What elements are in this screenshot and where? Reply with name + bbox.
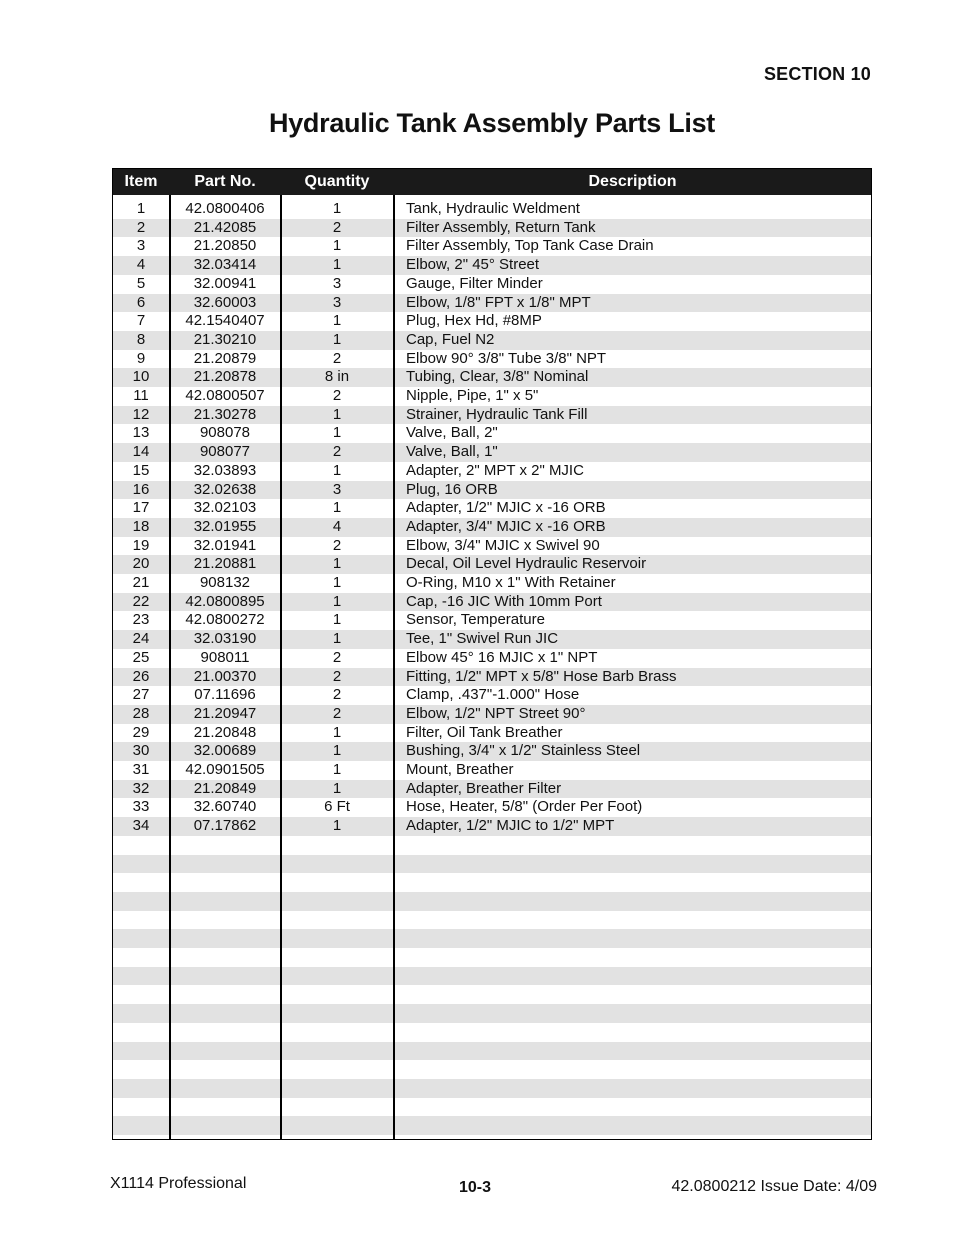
footer-page-number: 10-3 [459, 1179, 492, 1196]
quantity-cell: 1 [332, 237, 342, 255]
description-cell: Filter, Oil Tank Breather [406, 723, 563, 741]
table-row [113, 462, 871, 481]
header-item: Item [124, 173, 158, 190]
table-row [113, 649, 871, 668]
item-cell: 8 [136, 330, 146, 348]
description-cell: Sensor, Temperature [406, 611, 545, 629]
part-no-cell: 21.30278 [193, 405, 257, 423]
quantity-cell: 1 [332, 330, 342, 348]
part-no-cell: 32.60740 [193, 798, 257, 816]
table-row [113, 499, 871, 518]
part-no-cell: 07.11696 [194, 686, 256, 704]
item-cell: 20 [132, 555, 150, 573]
item-cell: 22 [132, 592, 150, 610]
table-row [113, 518, 871, 537]
quantity-cell: 2 [332, 686, 342, 704]
item-cell: 31 [132, 761, 150, 778]
description-cell: Cap, -16 JIC With 10mm Port [406, 592, 602, 610]
column-divider [393, 195, 395, 1139]
quantity-cell: 1 [332, 312, 342, 330]
item-cell: 17 [132, 499, 150, 517]
quantity-cell: 1 [332, 742, 342, 760]
description-cell: Elbow, 1/2" NPT Street 90° [406, 704, 586, 722]
description-cell: Adapter, 2" MPT x 2" MJIC [406, 461, 584, 479]
description-cell: Elbow, 3/4" MJIC x Swivel 90 [406, 536, 600, 554]
part-no-cell: 21.00370 [193, 667, 257, 685]
quantity-cell: 1 [332, 817, 342, 835]
item-cell: 29 [132, 723, 150, 741]
empty-table-row [113, 836, 871, 855]
description-cell: Gauge, Filter Minder [406, 274, 543, 292]
part-no-cell: 908132 [199, 574, 251, 591]
quantity-cell: 1 [332, 200, 342, 217]
empty-table-row [113, 929, 871, 948]
quantity-cell: 1 [332, 256, 342, 274]
item-cell: 25 [132, 648, 150, 666]
table-row [113, 219, 871, 238]
header-description: Description [588, 173, 677, 190]
quantity-cell: 1 [332, 499, 342, 517]
description-cell: Valve, Ball, 1" [406, 443, 498, 461]
quantity-cell: 2 [332, 387, 342, 404]
quantity-cell: 8 in [324, 368, 350, 386]
part-no-cell: 21.20850 [193, 237, 257, 255]
quantity-cell: 1 [332, 761, 342, 778]
item-cell: 10 [132, 368, 150, 386]
empty-table-row [113, 855, 871, 874]
quantity-cell: 2 [332, 349, 342, 367]
quantity-cell: 1 [332, 424, 342, 442]
empty-table-row [113, 1079, 871, 1098]
quantity-cell: 1 [332, 574, 342, 591]
part-no-cell: 32.03893 [193, 461, 257, 479]
description-cell: Fitting, 1/2" MPT x 5/8" Hose Barb Brass [406, 667, 677, 685]
quantity-cell: 2 [332, 648, 342, 666]
quantity-cell: 2 [332, 218, 342, 236]
part-no-cell: 42.0800895 [185, 592, 265, 610]
table-row [113, 312, 871, 331]
header-quantity: Quantity [304, 173, 370, 190]
part-no-cell: 32.00689 [193, 742, 257, 760]
part-no-cell: 32.03190 [193, 630, 257, 648]
table-row [113, 705, 871, 724]
part-no-cell: 07.17862 [193, 817, 257, 835]
item-cell: 18 [132, 517, 150, 535]
description-cell: Tubing, Clear, 3/8" Nominal [406, 368, 589, 386]
table-row [113, 406, 871, 425]
description-cell: Tee, 1" Swivel Run JIC [406, 630, 559, 648]
page-title: Hydraulic Tank Assembly Parts List [269, 108, 715, 138]
part-no-cell: 42.0800406 [185, 200, 265, 217]
description-cell: Adapter, 1/2" MJIC to 1/2" MPT [406, 817, 615, 835]
quantity-cell: 1 [332, 630, 342, 648]
part-no-cell: 42.0800272 [185, 611, 265, 629]
table-row [113, 574, 871, 593]
quantity-cell: 1 [332, 592, 342, 610]
table-row [113, 237, 871, 256]
item-cell: 28 [132, 704, 150, 722]
part-no-cell: 42.0800507 [185, 387, 265, 404]
empty-table-row [113, 948, 871, 967]
table-row [113, 742, 871, 761]
table-row [113, 443, 871, 462]
table-row [113, 256, 871, 275]
table-row [113, 761, 871, 780]
item-cell: 33 [132, 798, 150, 816]
description-cell: Tank, Hydraulic Weldment [406, 200, 580, 217]
part-no-cell: 908011 [200, 648, 250, 666]
quantity-cell: 1 [332, 611, 342, 629]
item-cell: 5 [136, 274, 146, 292]
description-cell: Elbow 90° 3/8" Tube 3/8" NPT [406, 349, 607, 367]
description-cell: Elbow, 1/8" FPT x 1/8" MPT [406, 293, 591, 311]
quantity-cell: 3 [332, 274, 342, 292]
table-row [113, 780, 871, 799]
quantity-cell: 2 [332, 536, 342, 554]
item-cell: 32 [132, 779, 150, 797]
table-row [113, 611, 871, 630]
item-cell: 1 [136, 200, 146, 217]
table-row [113, 798, 871, 817]
empty-table-row [113, 873, 871, 892]
description-cell: Adapter, 3/4" MJIC x -16 ORB [406, 517, 606, 535]
quantity-cell: 3 [332, 480, 342, 498]
description-cell: Plug, Hex Hd, #8MP [406, 312, 542, 330]
section-label: SECTION 10 [763, 64, 871, 84]
part-no-cell: 21.30210 [193, 330, 257, 348]
description-cell: Clamp, .437"-1.000" Hose [406, 686, 580, 704]
table-row [113, 350, 871, 369]
part-no-cell: 21.20878 [193, 368, 257, 386]
empty-table-row [113, 1060, 871, 1079]
column-divider [280, 195, 282, 1139]
quantity-cell: 2 [332, 443, 342, 461]
table-row [113, 424, 871, 443]
item-cell: 13 [132, 424, 150, 442]
table-row [113, 387, 871, 406]
item-cell: 14 [132, 443, 150, 461]
footer-model: X1114 Professional [110, 1175, 247, 1192]
table-row [113, 294, 871, 313]
part-no-cell: 32.02103 [193, 499, 257, 517]
quantity-cell: 1 [332, 555, 342, 573]
quantity-cell: 1 [332, 461, 342, 479]
table-row [113, 686, 871, 705]
item-cell: 30 [132, 742, 150, 760]
description-cell: Elbow 45° 16 MJIC x 1" NPT [406, 648, 598, 666]
empty-table-row [113, 1023, 871, 1042]
item-cell: 26 [132, 667, 150, 685]
item-cell: 12 [132, 405, 150, 423]
item-cell: 27 [132, 686, 150, 704]
part-no-cell: 32.02638 [193, 480, 257, 498]
table-row [113, 331, 871, 350]
item-cell: 9 [136, 349, 146, 367]
item-cell: 16 [132, 480, 150, 498]
part-no-cell: 42.1540407 [185, 312, 265, 330]
part-no-cell: 32.01955 [193, 517, 257, 535]
item-cell: 34 [132, 817, 150, 835]
description-cell: Bushing, 3/4" x 1/2" Stainless Steel [406, 742, 641, 760]
description-cell: Decal, Oil Level Hydraulic Reservoir [406, 555, 647, 573]
column-divider [169, 195, 171, 1139]
quantity-cell: 1 [332, 779, 342, 797]
description-cell: Filter Assembly, Return Tank [406, 218, 596, 236]
part-no-cell: 32.03414 [193, 256, 257, 274]
description-cell: Adapter, Breather Filter [406, 779, 562, 797]
part-no-cell: 21.20848 [193, 723, 257, 741]
description-cell: Valve, Ball, 2" [406, 424, 498, 442]
item-cell: 11 [133, 387, 149, 404]
part-no-cell: 21.20881 [193, 555, 257, 573]
empty-table-row [113, 1004, 871, 1023]
table-row [113, 275, 871, 294]
description-cell: Nipple, Pipe, 1" x 5" [406, 387, 539, 404]
item-cell: 21 [132, 574, 150, 591]
description-cell: Filter Assembly, Top Tank Case Drain [406, 237, 654, 255]
item-cell: 6 [136, 293, 146, 311]
table-row [113, 537, 871, 556]
part-no-cell: 21.20947 [193, 704, 257, 722]
empty-table-row [113, 1098, 871, 1117]
item-cell: 3 [136, 237, 146, 255]
description-cell: Elbow, 2" 45° Street [406, 256, 540, 274]
parts-table [112, 168, 872, 1140]
item-cell: 19 [132, 536, 150, 554]
table-row [113, 555, 871, 574]
part-no-cell: 908078 [199, 424, 251, 442]
part-no-cell: 908077 [199, 443, 251, 461]
item-cell: 24 [132, 630, 150, 648]
table-row [113, 368, 871, 387]
part-no-cell: 32.01941 [193, 536, 257, 554]
empty-table-row [113, 911, 871, 930]
description-cell: O-Ring, M10 x 1" With Retainer [406, 574, 616, 591]
description-cell: Adapter, 1/2" MJIC x -16 ORB [406, 499, 606, 517]
item-cell: 15 [132, 461, 150, 479]
quantity-cell: 1 [332, 405, 342, 423]
empty-table-row [113, 985, 871, 1004]
description-cell: Strainer, Hydraulic Tank Fill [406, 405, 588, 423]
item-cell: 4 [136, 256, 146, 274]
description-cell: Cap, Fuel N2 [406, 330, 495, 348]
table-row [113, 817, 871, 836]
part-no-cell: 42.0901505 [185, 761, 265, 778]
empty-table-row [113, 967, 871, 986]
empty-table-row [113, 892, 871, 911]
part-no-cell: 32.00941 [193, 274, 257, 292]
description-cell: Mount, Breather [406, 761, 514, 778]
quantity-cell: 1 [332, 723, 342, 741]
table-row [113, 630, 871, 649]
header-part-no: Part No. [194, 173, 256, 190]
footer-doc-info: 42.0800212 Issue Date: 4/09 [671, 1178, 877, 1195]
part-no-cell: 21.42085 [193, 218, 257, 236]
table-row [113, 593, 871, 612]
quantity-cell: 6 Ft [324, 798, 350, 816]
empty-table-row [113, 1116, 871, 1135]
empty-table-row [113, 1042, 871, 1061]
part-no-cell: 32.60003 [193, 293, 257, 311]
item-cell: 23 [132, 611, 150, 629]
table-header [113, 169, 871, 195]
part-no-cell: 21.20879 [193, 349, 257, 367]
quantity-cell: 2 [332, 667, 342, 685]
item-cell: 2 [136, 218, 146, 236]
table-row [113, 481, 871, 500]
quantity-cell: 3 [332, 293, 342, 311]
item-cell: 7 [136, 312, 146, 330]
table-row [113, 724, 871, 743]
quantity-cell: 2 [332, 704, 342, 722]
table-row [113, 200, 871, 219]
description-cell: Plug, 16 ORB [406, 480, 498, 498]
part-no-cell: 21.20849 [193, 779, 257, 797]
table-row [113, 668, 871, 687]
quantity-cell: 4 [332, 517, 342, 535]
description-cell: Hose, Heater, 5/8" (Order Per Foot) [406, 798, 643, 816]
